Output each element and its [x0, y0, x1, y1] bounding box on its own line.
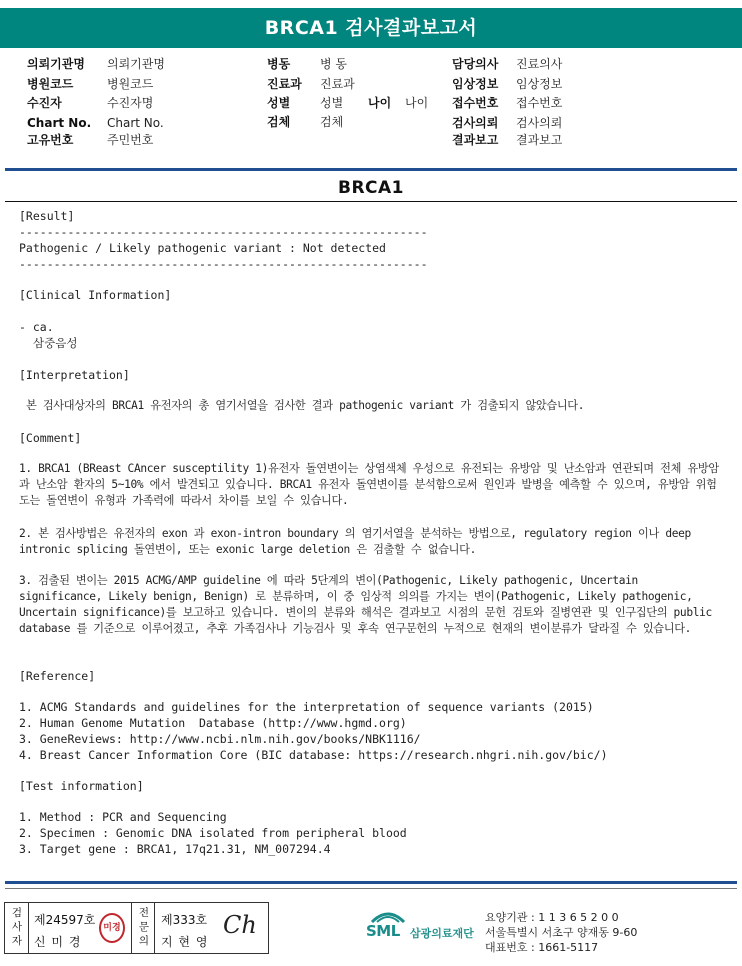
- info-value: Chart No.: [107, 116, 164, 130]
- inspector-name: 신 미 경: [34, 935, 82, 949]
- interpretation-text: 본 검사대상자의 BRCA1 유전자의 총 염기서열을 검사한 결과 pathogenic variant 가 검출되지 않았습니다.: [26, 399, 585, 412]
- inspector-stamp: [99, 913, 125, 943]
- header-divider: [5, 168, 737, 171]
- lab-logo: [366, 908, 481, 950]
- info-value: 결과보고: [516, 133, 563, 147]
- info-label: 의뢰기관명: [27, 57, 85, 71]
- info-value: 진료의사: [516, 57, 563, 71]
- info-value: 접수번호: [516, 96, 563, 110]
- info-value: 검사의뢰: [516, 116, 563, 130]
- test-item: 3. Target gene : BRCA1, 17q21.31, NM_007294.4: [19, 842, 331, 856]
- info-label: 담당의사: [452, 57, 499, 71]
- result-text: Pathogenic / Likely pathogenic variant : Not detected: [19, 241, 386, 255]
- patient-info: [0, 0, 742, 150]
- result-heading: [Result]: [19, 209, 75, 223]
- reference-item: 2. Human Genome Mutation Database (http://www.hgmd.org): [19, 716, 407, 730]
- lab-logo-text: SML: [366, 922, 400, 940]
- inspector-license-no: 제24597호: [34, 913, 96, 927]
- lab-phone: 대표번호 : 1661-5117: [485, 941, 599, 954]
- clinical-heading: [Clinical Information]: [19, 288, 172, 302]
- report-title: BRCA1 검사결과보고서: [264, 17, 478, 39]
- info-label: 병원코드: [27, 77, 74, 91]
- dash-line: -----------------------------------------------------------: [19, 225, 428, 239]
- info-value: 임상정보: [516, 77, 563, 91]
- clinical-line: 삼중음성: [33, 336, 78, 350]
- clinical-line: - ca.: [19, 320, 54, 334]
- info-label: Chart No.: [27, 116, 92, 130]
- approver-signature: Ch: [223, 911, 257, 939]
- info-value: 의뢰기관명: [107, 57, 165, 71]
- info-value: 진료과: [320, 77, 355, 91]
- reference-item: 4. Breast Cancer Information Core (BIC database: https://research.nhgri.nih.gov/bic/): [19, 748, 608, 762]
- info-value: 성별: [320, 96, 344, 110]
- info-value: 검체: [320, 115, 344, 129]
- approver-label-cell: [131, 903, 155, 953]
- lab-address: 서울특별시 서초구 양재동 9-60: [485, 926, 638, 939]
- info-value: 수진자명: [107, 96, 154, 110]
- info-label: 임상정보: [452, 77, 499, 91]
- info-label: 나이: [368, 96, 392, 110]
- test-heading: [Test information]: [19, 779, 144, 793]
- title-divider: [5, 201, 737, 202]
- info-label: 결과보고: [452, 133, 499, 147]
- test-item: 2. Specimen : Genomic DNA isolated from peripheral blood: [19, 826, 407, 840]
- info-label: 고유번호: [27, 133, 74, 147]
- info-value: 병 동: [320, 57, 347, 71]
- section-title: BRCA1: [337, 178, 404, 198]
- info-value: 병원코드: [107, 77, 154, 91]
- inspector-label-cell: [5, 903, 29, 953]
- comment-item: 2. 본 검사방법은 유전자의 exon 과 exon-intron boundary 의 염기서열을 분석하는 방법으로, regulatory region 이나 deep intronic splicing 돌연변이, 또는 exonic large deletion 은 검출할 수 없습니다.: [19, 527, 691, 556]
- comment-item: 3. 검출된 변이는 2015 ACMG/AMP guideline 에 따라 5단계의 변이(Pathogenic, Likely pathogenic, Uncertain significance, Likely benign, Benign) 로 분류하며, 이 중 임상적 의의를 가지는 변이(Pathogenic, Likely pathogenic, Uncertain significance)를 보고하고 있습니다. 변이의 분류와 해석은 결과보고 시점의 문헌 검토와 질병연관 및 인구집단의 public database 를 기준으로 이루어졌고, 추후 가족검사나 기능검사 및 후속 연구문헌의 누적으로 현재의 변이분류가 달라질 수 있습니다.: [19, 574, 712, 635]
- test-item: 1. Method : PCR and Sequencing: [19, 810, 227, 824]
- info-label: 진료과: [267, 77, 302, 91]
- approver-name: 지 현 영: [161, 935, 209, 949]
- info-label: 검체: [267, 115, 291, 129]
- lab-name: 삼광의료재단: [410, 927, 474, 940]
- inspector-label: 검사자: [11, 907, 23, 947]
- comment-heading: [Comment]: [19, 431, 82, 445]
- info-label: 접수번호: [452, 96, 499, 110]
- info-value: 주민번호: [107, 133, 154, 147]
- reference-heading: [Reference]: [19, 669, 96, 683]
- info-value: 나이: [405, 96, 429, 110]
- interpretation-heading: [Interpretation]: [19, 368, 130, 382]
- info-label: 수진자: [27, 96, 62, 110]
- footer-divider-thin: [5, 888, 737, 889]
- lab-code: 요양기관 : 1 1 3 6 5 2 0 0: [485, 911, 619, 924]
- dash-line: -----------------------------------------------------------: [19, 257, 428, 271]
- approver-license-no: 제333호: [161, 913, 208, 927]
- reference-item: 3. GeneReviews: http://www.ncbi.nlm.nih.gov/books/NBK1116/: [19, 732, 421, 746]
- info-label: 검사의뢰: [452, 116, 499, 130]
- info-label: 성별: [267, 96, 291, 110]
- signature-box: [4, 902, 269, 954]
- footer-divider: [5, 881, 737, 884]
- info-label: 병동: [267, 57, 291, 71]
- approver-label: 전문의: [138, 907, 150, 947]
- comment-item: 1. BRCA1 (BReast CAncer susceptility 1)유전자 돌연변이는 상염색체 우성으로 유전되는 유방암 및 난소암과 연관되며 전체 유방암과 난소암 환자의 5~10% 에서 발견되고 있습니다. BRCA1 유전자 돌연변이를 분석함으로써 원인과 발병을 예측할 수 있으며, 유방암 위험도는 돌연변이 유형과 가족력에 따라서 차이를 보일 수 있습니다.: [19, 462, 719, 507]
- reference-item: 1. ACMG Standards and guidelines for the interpretation of sequence variants (2015): [19, 700, 594, 714]
- stamp-text: 미경: [103, 923, 121, 933]
